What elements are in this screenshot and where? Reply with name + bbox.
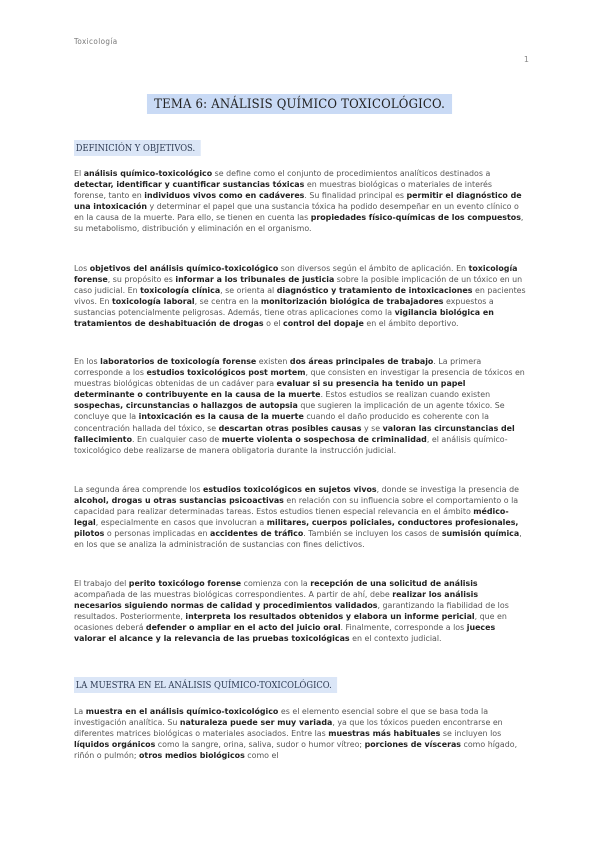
bold-term: líquidos orgánicos bbox=[74, 740, 156, 750]
text-run: , se orienta al bbox=[220, 286, 277, 296]
text-run: , donde se investiga la presencia de bbox=[376, 485, 519, 494]
bold-term: médico-legal bbox=[74, 507, 509, 528]
title-wrapper bbox=[0, 93, 600, 114]
bold-term: sumisión química bbox=[441, 529, 520, 539]
bold-term: toxicología clínica bbox=[140, 286, 221, 296]
text-run: . Estos estudios se realizan cuando existen bbox=[320, 390, 491, 400]
page-title: TEMA 6: ANÁLISIS QUÍMICO TOXICOLÓGICO. bbox=[147, 94, 452, 114]
text-run: expuestos a sustancias potencialmente peligrosas. Además, tiene otras aplicaciones como la bbox=[74, 297, 494, 318]
text-run: y determinar el papel que una sustancia tóxica ha podido desempeñar en un evento clínico o en la causa de la muerte. Para ello, se tienen en cuenta las bbox=[74, 202, 519, 223]
text-run: . En cualquier caso de bbox=[132, 434, 222, 444]
bold-term: estudios toxicológicos en sujetos vivos bbox=[202, 485, 377, 494]
bold-term: alcohol, drogas u otras sustancias psicoactivas bbox=[74, 496, 284, 506]
text-run: en el ámbito deportivo. bbox=[363, 319, 459, 329]
bold-term: objetivos del análisis químico-toxicológico bbox=[89, 264, 279, 273]
text-run: como hígado, riñón o pulmón; bbox=[74, 740, 518, 761]
text-run: son diversos según el ámbito de aplicación. En bbox=[278, 264, 469, 273]
text-run: se define como el conjunto de procedimientos analíticos destinados a bbox=[212, 169, 491, 178]
text-run: El bbox=[74, 169, 84, 178]
bold-term: control del dopaje bbox=[283, 319, 364, 329]
text-run: como la sangre, orina, saliva, sudor o humor vítreo; bbox=[155, 740, 365, 750]
text-run: o personas implicadas en bbox=[104, 529, 210, 539]
bold-term: dos áreas principales de trabajo bbox=[289, 357, 434, 366]
text-run: . Finalmente, corresponde a los bbox=[340, 623, 467, 633]
section-heading-muestra: LA MUESTRA EN EL ANÁLISIS QUÍMICO-TOXICOLÓGICO. bbox=[74, 677, 337, 693]
bold-term: sospechas, circunstancias o hallazgos de autopsia bbox=[74, 401, 298, 411]
bold-term: perito toxicólogo forense bbox=[128, 579, 242, 588]
text-run: es el elemento esencial sobre el que se basa toda la investigación analítica. Su bbox=[74, 707, 489, 728]
paragraph bbox=[74, 356, 526, 456]
bold-term: estudios toxicológicos post mortem bbox=[146, 368, 306, 378]
text-run: . También se incluyen los casos de bbox=[303, 529, 442, 539]
bold-term: vigilancia biológica en tratamientos de deshabituación de drogas bbox=[74, 308, 494, 329]
bold-term: descartan otras posibles causas bbox=[218, 423, 362, 433]
bold-term: interpreta los resultados obtenidos y elabora un informe pericial bbox=[185, 612, 475, 622]
text-run: , se centra en la bbox=[194, 297, 261, 307]
text-run: La bbox=[74, 707, 86, 716]
bold-term: valoran las circunstancias del fallecimiento bbox=[74, 423, 515, 444]
text-run: . Su finalidad principal es bbox=[304, 191, 407, 201]
paragraph bbox=[74, 484, 526, 551]
text-run: acompañada de las muestras biológicas correspondientes. A partir de ahí, debe bbox=[74, 590, 393, 600]
bold-term: toxicología forense bbox=[74, 264, 518, 285]
text-run: Los bbox=[74, 264, 90, 273]
bold-term: análisis químico-toxicológico bbox=[83, 169, 213, 178]
paragraph bbox=[74, 263, 526, 330]
bold-term: militares, cuerpos policiales, conductores profesionales, pilotos bbox=[74, 518, 519, 539]
text-run: . La primera corresponde a los bbox=[74, 357, 482, 378]
paragraph bbox=[74, 706, 526, 761]
bold-term: muestras más habituales bbox=[328, 729, 441, 739]
bold-term: accidentes de tráfico bbox=[210, 529, 304, 539]
text-run: , en los que se analiza la administración de sustancias con fines delictivos. bbox=[74, 529, 522, 550]
text-run: El trabajo del bbox=[74, 579, 129, 588]
bold-term: permitir el diagnóstico de una intoxicación bbox=[74, 191, 522, 212]
bold-term: naturaleza puede ser muy variada bbox=[179, 718, 333, 728]
text-run: , garantizando la fiabilidad de los resultados. Posteriormente, bbox=[74, 601, 509, 622]
bold-term: jueces valorar el alcance y la relevancia de las pruebas toxicológicas bbox=[74, 623, 496, 644]
bold-term: recepción de una solicitud de análisis bbox=[310, 579, 478, 588]
bold-term: defender o ampliar en el acto del juicio oral bbox=[145, 623, 341, 633]
text-run: , especialmente en casos que involucran a bbox=[95, 518, 267, 528]
text-run: en el contexto judicial. bbox=[349, 634, 442, 644]
bold-term: toxicología laboral bbox=[111, 297, 195, 307]
bold-term: informar a los tribunales de justicia bbox=[175, 275, 335, 285]
running-header: Toxicología bbox=[74, 37, 118, 46]
text-run: en muestras biológicas o materiales de interés forense, tanto en bbox=[74, 180, 492, 201]
page-number: 1 bbox=[523, 55, 529, 64]
text-run: comienza con la bbox=[241, 579, 311, 588]
bold-term: laboratorios de toxicología forense bbox=[100, 357, 257, 366]
bold-term: porciones de vísceras bbox=[364, 740, 461, 750]
text-run: como el bbox=[244, 751, 279, 761]
bold-term: muestra en el análisis químico-toxicológico bbox=[85, 707, 279, 716]
bold-term: evaluar si su presencia ha tenido un papel determinante o contribuyente en la causa de la muerte bbox=[74, 379, 466, 400]
bold-term: diagnóstico y tratamiento de intoxicaciones bbox=[276, 286, 473, 296]
paragraph bbox=[74, 168, 526, 235]
text-run: , su metabolismo, distribución y eliminación en el organismo. bbox=[74, 213, 524, 234]
bold-term: detectar, identificar y cuantificar sustancias tóxicas bbox=[74, 180, 305, 190]
text-run: en relación con su influencia sobre el comportamiento o la capacidad para realizar determinadas tareas. Estos estudios tienen especial relevancia en el ámbito bbox=[74, 496, 519, 517]
bold-term: individuos vivos como en cadáveres bbox=[144, 191, 305, 201]
text-run: , el análisis químico-toxicológico debe realizarse de manera obligatoria durante la instrucción judicial. bbox=[74, 434, 508, 455]
bold-term: intoxicación es la causa de la muerte bbox=[138, 412, 304, 422]
bold-term: propiedades físico-químicas de los compuestos bbox=[310, 213, 521, 223]
section-heading-definicion: DEFINICIÓN Y OBJETIVOS. bbox=[74, 140, 200, 156]
text-run: o el bbox=[263, 319, 284, 329]
text-run: En los bbox=[74, 357, 101, 366]
text-run: , su propósito es bbox=[107, 275, 176, 285]
text-run: que sugieren la implicación de un agente tóxico. Se concluye que la bbox=[74, 401, 505, 422]
text-run: , que consisten en investigar la presencia de tóxicos en muestras biológicas obtenidas de un cadáver para bbox=[74, 368, 525, 389]
text-run: en pacientes vivos. En bbox=[74, 286, 526, 307]
bold-term: realizar los análisis necesarios siguiendo normas de calidad y procedimientos validados bbox=[74, 590, 479, 611]
text-run: La segunda área comprende los bbox=[74, 485, 203, 494]
paragraph bbox=[74, 578, 526, 645]
bold-term: monitorización biológica de trabajadores bbox=[260, 297, 444, 307]
text-run: y se bbox=[361, 423, 383, 433]
bold-term: muerte violenta o sospechosa de criminalidad bbox=[221, 434, 427, 444]
text-run: , que en ocasiones deberá bbox=[74, 612, 507, 633]
text-run: se incluyen los bbox=[440, 729, 502, 739]
text-run: existen bbox=[256, 357, 290, 366]
text-run: cuando el daño producido es coherente con la concentración hallada del tóxico, se bbox=[74, 412, 489, 433]
bold-term: otros medios biológicos bbox=[139, 751, 245, 761]
text-run: sobre la posible implicación de un tóxico en un caso judicial. En bbox=[74, 275, 523, 296]
text-run: , ya que los tóxicos pueden encontrarse en diferentes matrices biológicas o materiales asociados. Entre las bbox=[74, 718, 503, 739]
